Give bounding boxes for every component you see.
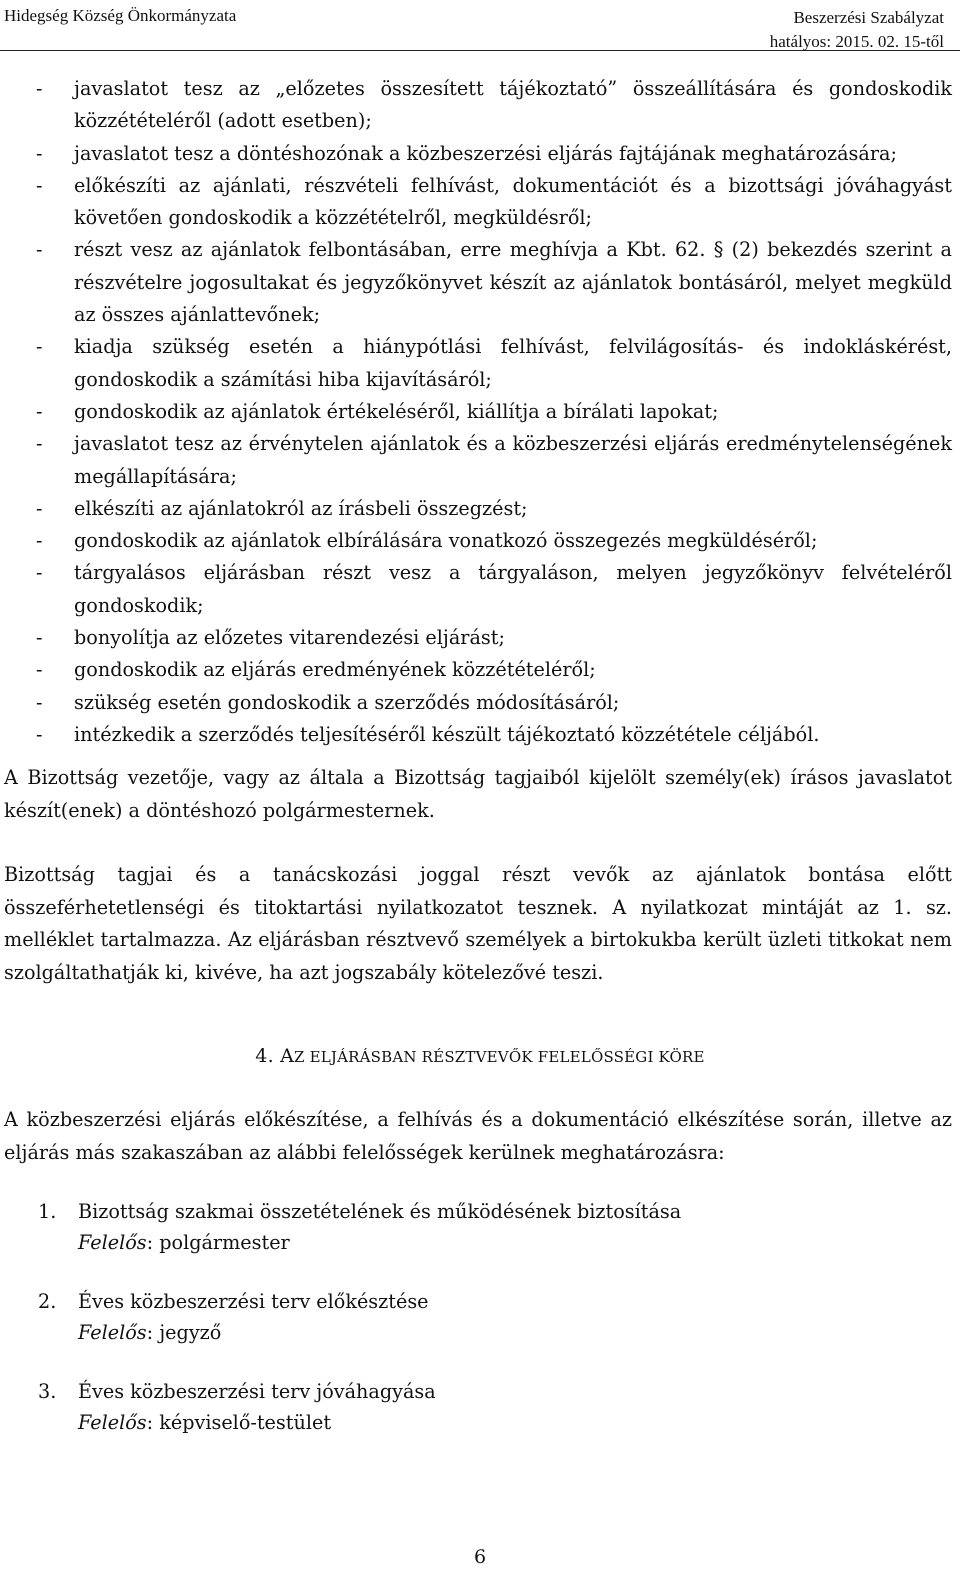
list-dash: - <box>36 141 43 165</box>
list-item: - kiadja szükség esetén a hiánypótlási felhívást, felvilágosítás- és indokláskérést, gondoskodik a számítási hiba kijavításáról; <box>0 331 952 396</box>
responsibility-item: 2. Éves közbeszerzési terv előkésztése Felelős: jegyző <box>0 1286 960 1348</box>
responsible-label: Felelős <box>78 1411 147 1434</box>
list-dash: - <box>36 496 43 520</box>
responsible-value: polgármester <box>159 1231 290 1254</box>
duties-list <box>0 73 952 751</box>
header-effective-date: hatályos: 2015. 02. 15-től <box>769 32 944 51</box>
list-dash: - <box>36 561 43 585</box>
responsibility-title: Bizottság szakmai összetételének és működésének biztosítása <box>78 1200 682 1223</box>
list-item: - elkészíti az ajánlatokról az írásbeli összegzést; <box>0 493 952 525</box>
list-dash: - <box>36 335 43 359</box>
list-item: - szükség esetén gondoskodik a szerződés módosításáról; <box>0 687 952 719</box>
paragraph-confidentiality: Bizottság tagjai és a tanácskozási joggal részt vevők az ajánlatok bontása előtt összeférhetetlenségi és titoktartási nyilatkozatot tesznek. A nyilatkozat mintáját az 1. sz. melléklet tartalmazza. Az eljárásban résztvevő személyek a birtokukba került üzleti titkokat nem szolgáltathatják ki, kivéve, ha azt jogszabály kötelezővé teszi. <box>4 863 952 984</box>
item-number: 3. <box>38 1380 57 1403</box>
list-item: - részt vesz az ajánlatok felbontásában, erre meghívja a Kbt. 62. § (2) bekezdés szerint a részvételre jogosultakat és jegyzőkönyvet készít az ajánlatok bontásáról, melyet megküld az összes ajánlattevőnek; <box>0 234 952 331</box>
header-document-info <box>770 6 944 54</box>
list-dash: - <box>36 77 43 100</box>
list-item: - gondoskodik az ajánlatok elbírálására vonatkozó összegezés megküldéséről; <box>0 525 952 557</box>
list-dash: - <box>36 722 43 746</box>
responsibility-title: Éves közbeszerzési terv jóváhagyása <box>78 1380 436 1403</box>
list-item: - gondoskodik az ajánlatok értékeléséről, kiállítja a bírálati lapokat; <box>0 396 952 428</box>
list-item: - javaslatot tesz a döntéshozónak a közbeszerzési eljárás fajtájának meghatározására; <box>0 138 952 170</box>
section-title-initial: A <box>280 1045 294 1067</box>
page-header <box>0 0 960 51</box>
responsibility-title: Éves közbeszerzési terv előkésztése <box>78 1290 429 1313</box>
header-organization: Hidegség Község Önkormányzata <box>4 6 237 25</box>
section-number: 4. <box>255 1045 274 1067</box>
list-dash: - <box>36 432 43 456</box>
section-heading <box>0 1045 960 1067</box>
list-dash: - <box>36 238 43 262</box>
paragraph-responsibilities-intro: A közbeszerzési eljárás előkészítése, a felhívás és a dokumentáció elkészítése során, illetve az eljárás más szakaszában az alábbi felelősségek kerülnek meghatározásra: <box>4 1108 952 1164</box>
page-number: 6 <box>473 1546 487 1568</box>
list-item: - javaslatot tesz az „előzetes összesített tájékoztató” összeállítására és gondoskodik közzétételéről (adott esetben); <box>0 73 952 138</box>
list-item: - gondoskodik az eljárás eredményének közzétételéről; <box>0 654 952 686</box>
item-number: 1. <box>38 1200 57 1223</box>
responsible-label: Felelős <box>78 1321 147 1344</box>
list-item: - előkészíti az ajánlati, részvételi felhívást, dokumentációt és a bizottsági jóváhagyást követően gondoskodik a közzétételről, megküldésről; <box>0 170 952 235</box>
list-item: - tárgyalásos eljárásban részt vesz a tárgyaláson, melyen jegyzőkönyv felvételéről gondoskodik; <box>0 557 952 622</box>
list-item: - intézkedik a szerződés teljesítéséről készült tájékoztató közzététele céljából. <box>0 719 952 751</box>
responsible-value: jegyző <box>159 1321 222 1344</box>
responsibility-item: 1. Bizottság szakmai összetételének és működésének biztosítása Felelős: polgármester <box>0 1196 960 1258</box>
header-document-title: Beszerzési Szabályzat <box>793 8 944 27</box>
list-dash: - <box>36 529 43 553</box>
list-dash: - <box>36 626 43 650</box>
list-item: - javaslatot tesz az érvénytelen ajánlatok és a közbeszerzési eljárás eredménytelenségének megállapítására; <box>0 428 952 493</box>
list-dash: - <box>36 173 43 197</box>
item-number: 2. <box>38 1290 57 1313</box>
list-dash: - <box>36 399 43 423</box>
list-item: - bonyolítja az előzetes vitarendezési eljárást; <box>0 622 952 654</box>
paragraph-committee-leader: A Bizottság vezetője, vagy az általa a Bizottság tagjaiból kijelölt személy(ek) írásos javaslatot készít(enek) a döntéshozó polgármesternek. <box>4 766 952 822</box>
responsibility-item: 3. Éves közbeszerzési terv jóváhagyása Felelős: képviselő-testület <box>0 1376 960 1438</box>
responsible-label: Felelős <box>78 1231 147 1254</box>
section-title: Z ELJÁRÁSBAN RÉSZTVEVŐK FELELŐSSÉGI KÖRE <box>293 1048 705 1066</box>
list-dash: - <box>36 658 43 682</box>
responsible-value: képviselő-testület <box>159 1411 332 1434</box>
list-dash: - <box>36 690 43 714</box>
